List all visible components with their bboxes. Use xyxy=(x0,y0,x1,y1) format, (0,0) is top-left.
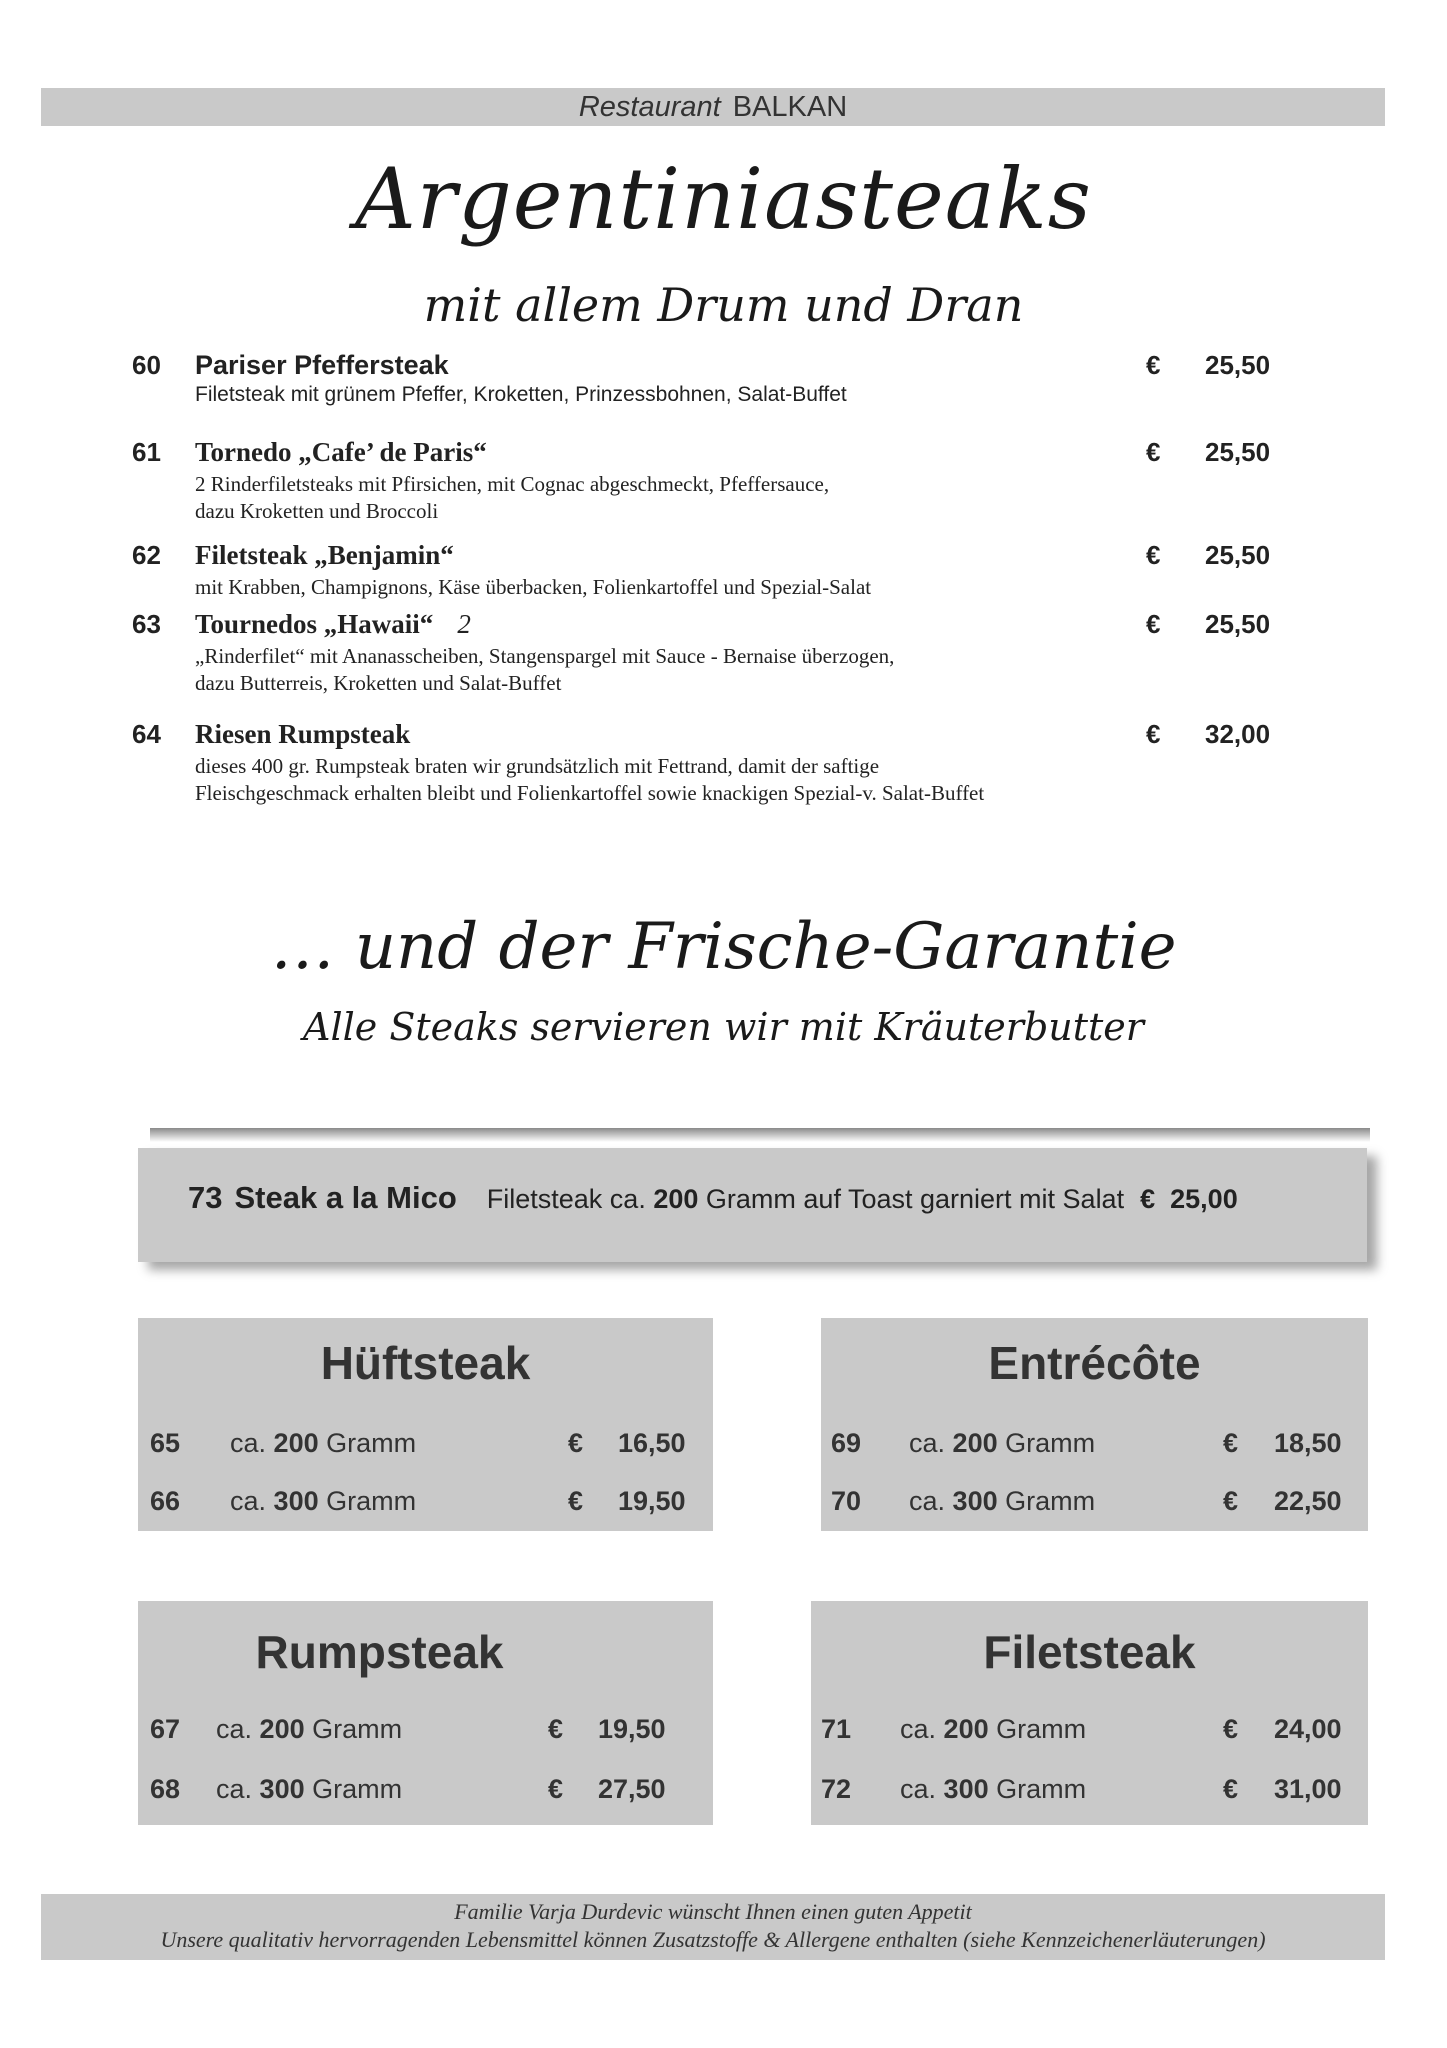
row-currency: € xyxy=(1223,1774,1239,1804)
card-title: Entrécôte xyxy=(988,1337,1201,1389)
row-number: 65 xyxy=(150,1428,181,1458)
item-description: mit Krabben, Champignons, Käse überbacken, Folienkartoffel und Spezial-Salat xyxy=(195,575,872,599)
item-name: Tornedo „Cafe’ de Paris“ xyxy=(195,437,487,467)
freshness-heading: … und der Frische-Garantie xyxy=(270,910,1177,984)
row-price: 22,50 xyxy=(1274,1486,1342,1516)
row-number: 72 xyxy=(821,1774,852,1804)
page-title: Argentiniasteaks xyxy=(355,150,1092,248)
item-number: 64 xyxy=(132,719,161,749)
row-currency: € xyxy=(568,1486,584,1516)
item-price: 25,50 xyxy=(1205,350,1271,380)
row-currency: € xyxy=(548,1714,564,1744)
row-price: 19,50 xyxy=(618,1486,686,1516)
freshness-subheading: Alle Steaks servieren wir mit Kräuterbutter xyxy=(303,1005,1144,1049)
header-label: Restaurant xyxy=(578,91,721,123)
row-number: 69 xyxy=(831,1428,862,1458)
item-currency: € xyxy=(1146,350,1161,380)
item-name: Filetsteak „Benjamin“ xyxy=(195,540,454,570)
special-offer-line xyxy=(188,1148,1238,1254)
special-desc-weight: 200 xyxy=(653,1184,699,1214)
special-desc-post: Gramm auf Toast garniert mit Salat xyxy=(705,1184,1125,1214)
item-number: 63 xyxy=(132,609,161,639)
card-title: Rumpsteak xyxy=(255,1626,504,1678)
item-description: Filetsteak mit grünem Pfeffer, Kroketten, Prinzessbohnen, Salat-Buffet xyxy=(195,383,847,406)
row-currency: € xyxy=(1223,1428,1239,1458)
special-offer-box xyxy=(138,1148,1367,1262)
footer-greeting: Familie Varja Durdevic wünscht Ihnen einen guten Appetit xyxy=(454,1899,972,1924)
page-subtitle: mit allem Drum und Dran xyxy=(423,278,1024,332)
row-currency: € xyxy=(1223,1714,1239,1744)
row-number: 66 xyxy=(150,1486,181,1516)
card-filetsteak xyxy=(811,1601,1368,1825)
special-name: Steak a la Mico xyxy=(234,1180,457,1215)
item-name: Riesen Rumpsteak xyxy=(195,719,411,749)
card-rumpsteak xyxy=(138,1601,713,1825)
item-name: Pariser Pfeffersteak xyxy=(195,350,449,380)
row-currency: € xyxy=(1223,1486,1239,1516)
row-price: 18,50 xyxy=(1274,1428,1342,1458)
item-number: 60 xyxy=(132,350,161,380)
special-price xyxy=(1140,1184,1238,1214)
row-weight: ca. 300 Gramm xyxy=(230,1486,417,1516)
row-price: 24,00 xyxy=(1274,1714,1342,1744)
row-weight: ca. 200 Gramm xyxy=(900,1714,1087,1744)
item-currency: € xyxy=(1146,437,1161,467)
item-name xyxy=(195,609,471,640)
item-currency: € xyxy=(1146,540,1161,570)
row-weight: ca. 200 Gramm xyxy=(216,1714,403,1744)
row-weight: ca. 300 Gramm xyxy=(900,1774,1087,1804)
row-weight: ca. 200 Gramm xyxy=(230,1428,417,1458)
item-price: 32,00 xyxy=(1205,719,1271,749)
row-number: 67 xyxy=(150,1714,181,1744)
card-hueftsteak xyxy=(138,1318,713,1531)
item-price: 25,50 xyxy=(1205,609,1271,639)
special-currency: € xyxy=(1140,1184,1156,1214)
item-price: 25,50 xyxy=(1205,437,1271,467)
row-price: 19,50 xyxy=(598,1714,666,1744)
shadow-divider xyxy=(150,1128,1370,1142)
row-price: 31,00 xyxy=(1274,1774,1342,1804)
row-weight: ca. 300 Gramm xyxy=(909,1486,1096,1516)
item-name-text: Tournedos „Hawaii“ xyxy=(195,609,434,639)
footer-bar xyxy=(41,1894,1385,1960)
row-price: 16,50 xyxy=(618,1428,686,1458)
item-price: 25,50 xyxy=(1205,540,1271,570)
row-currency: € xyxy=(548,1774,564,1804)
item-currency: € xyxy=(1146,719,1161,749)
row-number: 71 xyxy=(821,1714,852,1744)
restaurant-name: BALKAN xyxy=(732,91,848,123)
item-currency: € xyxy=(1146,609,1161,639)
row-weight: ca. 200 Gramm xyxy=(909,1428,1096,1458)
header-bar xyxy=(41,88,1385,126)
special-price-value: 25,00 xyxy=(1170,1184,1238,1214)
row-weight: ca. 300 Gramm xyxy=(216,1774,403,1804)
item-description: dieses 400 gr. Rumpsteak braten wir grundsätzlich mit Fettrand, damit der saftige Fleischgeschmack erhalten bleibt und Folienkartoffel sowie knackigen Spezial-v. Salat-Buffet xyxy=(195,754,985,805)
card-title: Filetsteak xyxy=(983,1626,1196,1678)
special-description xyxy=(487,1184,1124,1214)
row-number: 70 xyxy=(831,1486,862,1516)
special-desc-pre: Filetsteak ca. xyxy=(486,1184,646,1214)
item-description: 2 Rinderfiletsteaks mit Pfirsichen, mit Cognac abgeschmeckt, Pfeffersauce, dazu Kroketten und Broccoli xyxy=(195,472,830,523)
row-price: 27,50 xyxy=(598,1774,666,1804)
row-number: 68 xyxy=(150,1774,181,1804)
row-currency: € xyxy=(568,1428,584,1458)
item-allergen-mark: 2 xyxy=(457,609,471,639)
special-number: 73 xyxy=(188,1180,223,1215)
item-number: 61 xyxy=(132,437,161,467)
card-title: Hüftsteak xyxy=(320,1337,531,1389)
footer-allergen-note: Unsere qualitativ hervorragenden Lebensmittel können Zusatzstoffe & Allergene enthalten (siehe Kennzeichenerläuterungen) xyxy=(160,1927,1266,1952)
item-number: 62 xyxy=(132,540,161,570)
card-entrecote xyxy=(821,1318,1368,1531)
item-description: „Rinderfilet“ mit Ananasscheiben, Stangenspargel mit Sauce - Bernaise überzogen, dazu Butterreis, Kroketten und Salat-Buffet xyxy=(195,644,895,695)
